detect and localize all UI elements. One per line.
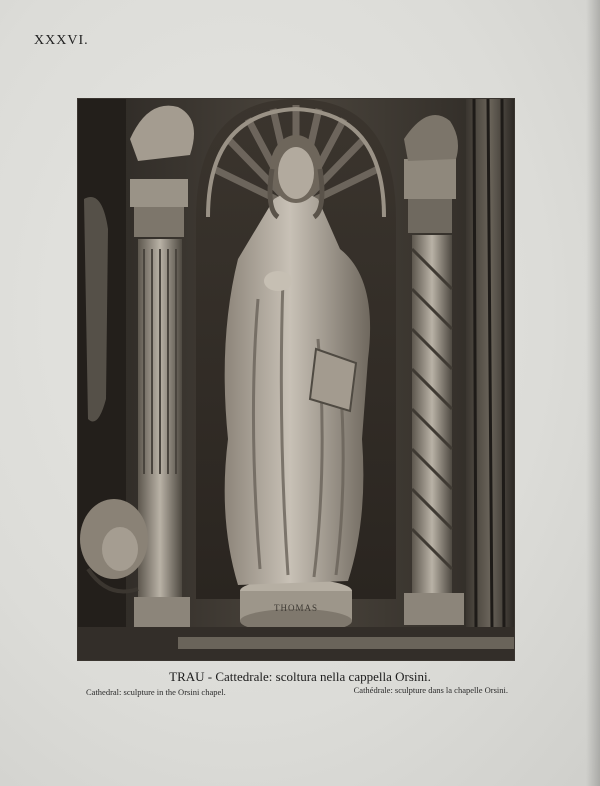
plate-number: XXXVI. xyxy=(34,33,89,48)
sculpture-photograph xyxy=(78,99,514,660)
sculpture-illustration xyxy=(78,99,514,660)
pedestal-inscription: THOMAS xyxy=(273,603,319,613)
caption-main: TRAU - Cattedrale: scoltura nella cappella Orsini. xyxy=(169,669,431,684)
caption-french: Cathédrale: sculpture dans la chapelle Orsini. xyxy=(353,685,508,695)
caption-english: Cathedral: sculpture in the Orsini chapel. xyxy=(86,687,226,697)
